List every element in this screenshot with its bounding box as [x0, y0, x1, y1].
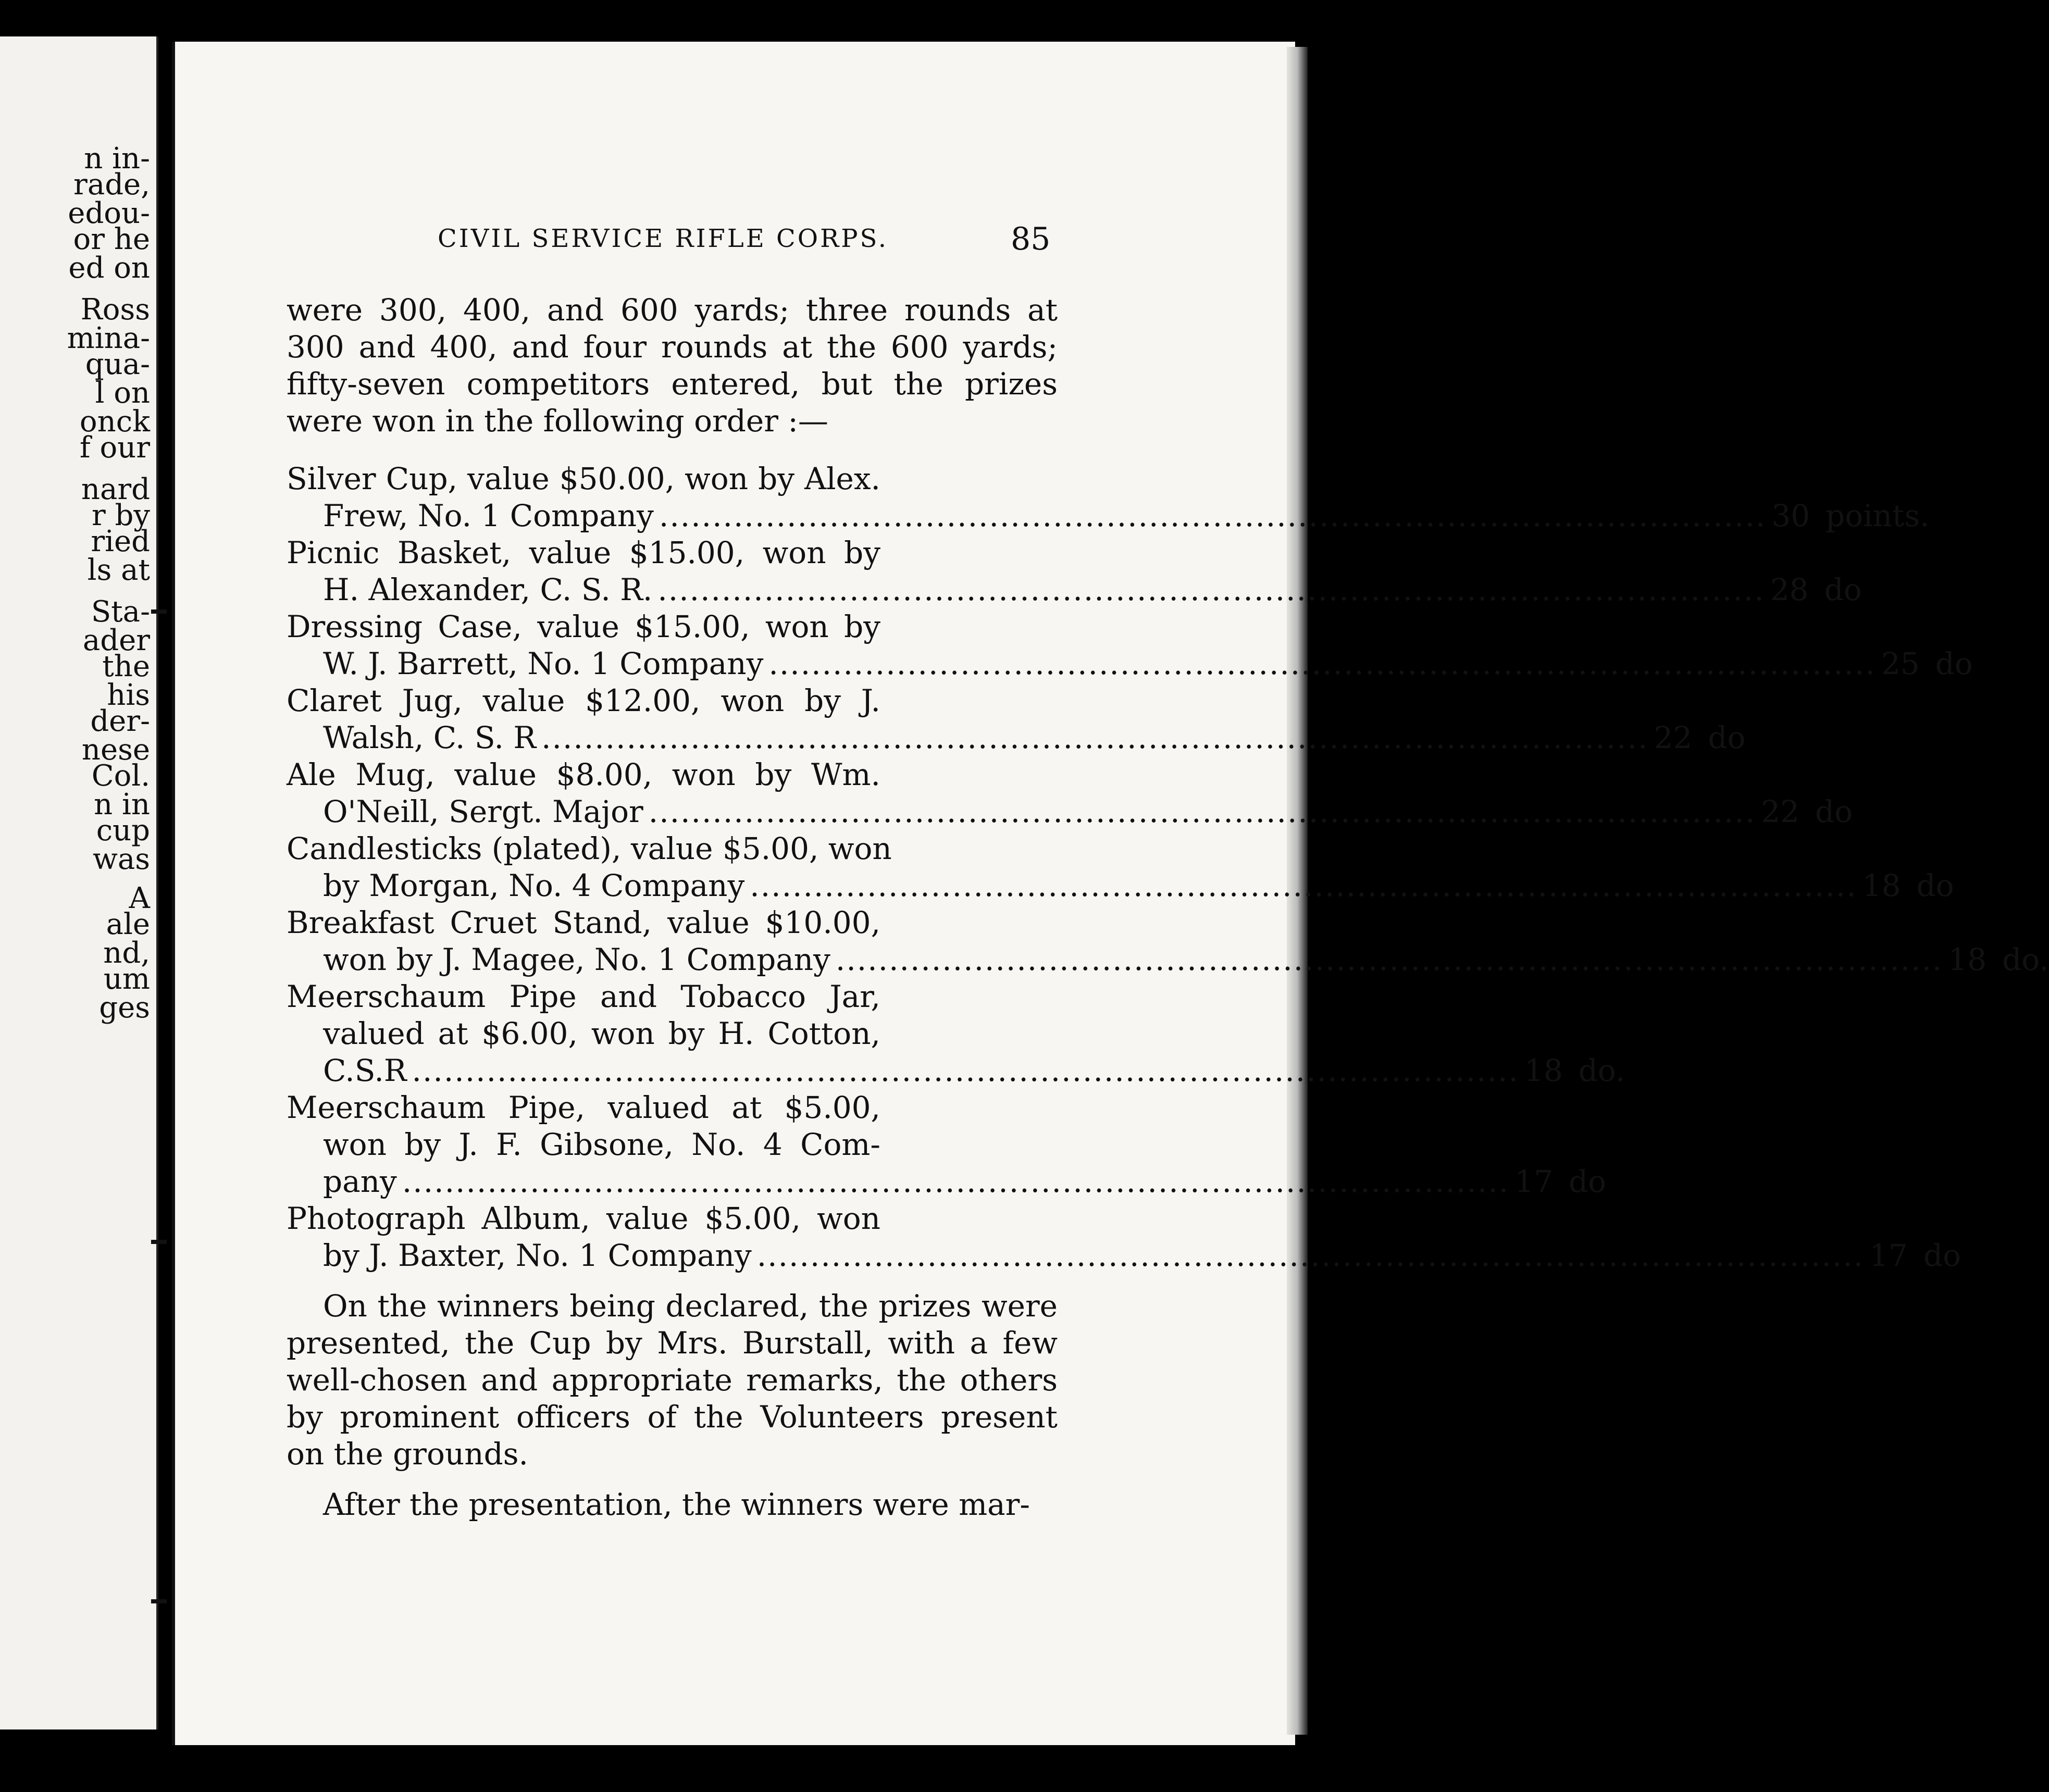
prize-entry: [287, 978, 1625, 1089]
leader-dots: ........................................................................................................: [541, 720, 1649, 755]
prize-points-unit: do: [1923, 1238, 1961, 1273]
prize-winner-line: [287, 1237, 1961, 1274]
prize-points: 18: [1948, 942, 1987, 977]
left-page-fragment: um: [103, 962, 150, 996]
left-page-fragment: mina-: [67, 321, 150, 355]
binding-mark: [151, 609, 167, 614]
prize-entry: [287, 830, 1954, 904]
prize-description-line: Picnic Basket, value $15.00, won by: [287, 535, 880, 570]
winner-name: Walsh, C. S. R: [323, 720, 537, 755]
prize-points-unit: do: [1916, 868, 1954, 903]
body-text: [287, 292, 2049, 1523]
winner-name: by J. Baxter, No. 1 Company: [323, 1238, 752, 1273]
left-page-fragment: the: [102, 650, 150, 683]
prize-points: 22: [1654, 720, 1693, 755]
leader-dots: ........................................................................................................: [402, 1164, 1510, 1199]
prize-points-unit: do: [1935, 646, 1973, 681]
prize-winner-line: [287, 1163, 1607, 1200]
prize-description-line: Dressing Case, value $15.00, won by: [287, 609, 880, 644]
prize-points: 17: [1869, 1238, 1908, 1273]
left-page-fragment: r by: [91, 499, 150, 532]
left-page-fragment: n in-: [84, 142, 150, 176]
left-page-fragment: qua-: [85, 347, 150, 381]
prize-entry: [287, 1089, 1607, 1200]
prize-winner-line: [287, 645, 1973, 682]
prize-list: [287, 461, 2049, 1274]
prize-winner-line: [287, 497, 1930, 534]
prize-points: 18: [1862, 868, 1901, 903]
prize-description-line: Ale Mug, value $8.00, won by Wm.: [287, 757, 880, 792]
left-page-fragment: his: [107, 678, 150, 712]
prize-entry: [287, 534, 1862, 608]
prize-description-line: Claret Jug, value $12.00, won by J.: [287, 683, 880, 718]
binding-mark: [151, 1599, 167, 1603]
left-page-fragment: cup: [96, 814, 150, 848]
prize-points-unit: do: [1708, 720, 1746, 755]
left-page-fragment: onck: [79, 405, 150, 439]
prize-description-line: Silver Cup, value $50.00, won by Alex.: [287, 461, 880, 496]
prize-points-unit: do.: [2002, 942, 2049, 977]
prize-description-line: won by J. F. Gibsone, No. 4 Com-: [323, 1127, 880, 1162]
prize-entry: [287, 461, 1930, 534]
left-page-fragment: rade,: [73, 168, 150, 202]
leader-dots: ........................................................................................................: [657, 572, 1765, 607]
page-header: [438, 221, 1330, 266]
closing-paragraph: On the winners being declared, the prizes were presented, the Cup by Mrs. Burstall, with a few well-chosen and appropriate remarks, the others by prominent officers of the Volunteers present on the grounds.: [287, 1288, 1058, 1472]
prize-points: 22: [1761, 794, 1799, 829]
left-page-fragment: nard: [81, 472, 150, 506]
left-page-fragment: ader: [82, 624, 150, 657]
winner-name: pany: [323, 1164, 397, 1199]
winner-name: W. J. Barrett, No. 1 Company: [323, 646, 764, 681]
winner-name: won by J. Magee, No. 1 Company: [323, 942, 830, 977]
left-page-fragment: was: [92, 842, 150, 876]
prize-winner-line: [287, 719, 1746, 756]
prize-entry: [287, 608, 1973, 682]
prize-points: 18: [1524, 1053, 1563, 1088]
leader-dots: ........................................................................................................: [648, 794, 1756, 829]
left-page-fragment: nese: [81, 733, 150, 767]
left-page-fragment: nd,: [103, 936, 150, 970]
prize-points: 17: [1514, 1164, 1554, 1199]
intro-paragraph: were 300, 400, and 600 yards; three rounds at 300 and 400, and four rounds at the 600 yards; fifty-seven competitors entered, but the prizes were won in the following order :—: [287, 292, 1058, 439]
leader-dots: ........................................................................................................: [750, 868, 1857, 903]
leader-dots: ........................................................................................................: [659, 498, 1767, 533]
leader-dots: ........................................................................................................: [768, 646, 1876, 681]
prize-points-unit: points.: [1826, 498, 1930, 533]
winner-name: O'Neill, Sergt. Major: [323, 794, 643, 829]
left-page-fragment: or he: [73, 222, 150, 256]
prize-points-unit: do: [1824, 572, 1862, 607]
prize-description-line: Meerschaum Pipe and Tobacco Jar,: [287, 979, 880, 1014]
prize-winner-line: [287, 793, 1853, 830]
left-page-fragment: ls at: [87, 553, 150, 587]
leader-dots: ........................................................................................................: [756, 1238, 1865, 1273]
left-page-fragment: A: [129, 881, 150, 915]
prize-points: 25: [1881, 646, 1920, 681]
left-page-fragment: ried: [91, 525, 150, 558]
prize-description-line: valued at $6.00, won by H. Cotton,: [323, 1016, 880, 1051]
left-page-fragment: n in: [94, 788, 150, 822]
page-number: 85: [1011, 221, 1051, 257]
leader-dots: ........................................................................................................: [835, 942, 1943, 977]
left-page-fragment: ed on: [68, 251, 150, 285]
binding-mark: [151, 1240, 167, 1244]
prize-winner-line: [287, 941, 2049, 978]
winner-name: H. Alexander, C. S. R.: [323, 572, 653, 607]
prize-entry: [287, 756, 1853, 830]
prize-points-unit: do.: [1578, 1053, 1625, 1088]
left-page-fragment: Sta-: [91, 595, 150, 629]
prize-entry: [287, 904, 2049, 978]
left-page-fragment: ale: [106, 907, 150, 941]
left-page-fragment: der-: [90, 704, 150, 738]
prize-points: 30: [1771, 498, 1810, 533]
prize-points-unit: do: [1569, 1164, 1607, 1199]
final-line: After the presentation, the winners were mar-: [323, 1487, 1030, 1522]
prize-winner-line: [287, 1052, 1625, 1089]
left-page-fragment: l on: [95, 376, 150, 410]
prize-description-line: Meerschaum Pipe, valued at $5.00,: [287, 1090, 880, 1125]
previous-page: [0, 36, 158, 1729]
left-page-fragment: f our: [79, 431, 150, 465]
prize-entry: [287, 682, 1746, 756]
left-page-fragment: Ross: [80, 293, 150, 327]
leader-dots: ........................................................................................................: [412, 1053, 1519, 1088]
prize-description-line: Candlesticks (plated), value $5.00, won: [287, 831, 892, 866]
prize-points-unit: do: [1815, 794, 1853, 829]
prize-description-line: Breakfast Cruet Stand, value $10.00,: [287, 905, 880, 940]
prize-entry: [287, 1200, 1961, 1274]
left-page-fragment: ges: [99, 991, 150, 1025]
prize-winner-line: [287, 867, 1954, 904]
running-head: CIVIL SERVICE RIFLE CORPS.: [438, 224, 888, 253]
winner-name: C.S.R: [323, 1053, 407, 1088]
prize-points: 28: [1770, 572, 1809, 607]
prize-description-line: Photograph Album, value $5.00, won: [287, 1201, 880, 1236]
winner-name: by Morgan, No. 4 Company: [323, 868, 745, 903]
left-page-fragment: edou-: [68, 196, 150, 230]
winner-name: Frew, No. 1 Company: [323, 498, 654, 533]
left-page-fragment: Col.: [91, 759, 150, 793]
prize-winner-line: [287, 571, 1862, 608]
